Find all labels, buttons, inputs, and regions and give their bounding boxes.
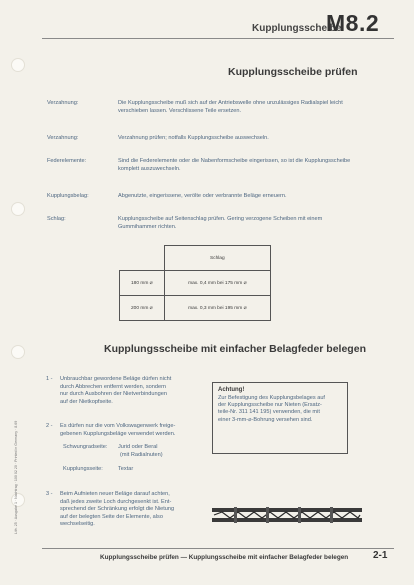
print-note: Lith. 25 · Ausgabe 1 · Nachtrag · 100 02 20 · Printed in Germany · 8.69: [14, 420, 18, 534]
page-number: 2-1: [373, 550, 388, 561]
row-label: Federelemente:: [47, 158, 87, 164]
item-number: 2 -: [46, 423, 53, 429]
lining-label: Schwungradseite:: [63, 444, 108, 450]
text-line: durch Abbrechen entfernt werden, sondern: [60, 383, 167, 390]
rivet-illustration: [212, 505, 362, 525]
notice-box: [212, 382, 348, 454]
section-title-belegen: Kupplungsscheibe mit einfacher Belagfeder belegen: [104, 343, 366, 355]
table-cell-value: max. 0,4 mm bei 175 mm ⌀: [164, 271, 270, 296]
table-row: [120, 296, 271, 321]
text-line: Beim Aufnieten neuer Beläge darauf achten,: [60, 491, 170, 497]
header-code: M8.2: [326, 10, 380, 36]
binder-hole: [11, 345, 25, 359]
item-3-text: [60, 491, 210, 529]
notice-text: [218, 395, 342, 424]
header-rule: [42, 38, 394, 39]
text-line: Es dürfen nur die vom Volkswagenwerk freige-: [60, 423, 176, 429]
table-corner: [120, 246, 165, 271]
lining-value: Textar: [118, 466, 134, 472]
text-line: teile-Nr. 311 141 195) verwenden, die mit: [218, 409, 320, 416]
text-line: einer 3-mm-⌀-Bohrung versehen sind.: [218, 416, 313, 423]
lining-note: (mit Radialnuten): [120, 452, 163, 458]
text-line: nur durch Ausbohren der Nietverbindungen: [60, 391, 167, 398]
row-label: Kupplungsbelag:: [47, 193, 89, 199]
footer-text: Kupplungsscheibe prüfen — Kupplungsscheibe mit einfacher Belagfeder belegen: [100, 554, 349, 561]
text-line: Unbrauchbar gewordene Beläge dürfen nicht: [60, 376, 172, 382]
row-label: Schlag:: [47, 216, 66, 222]
table-cell-value: max. 0,3 mm bei 195 mm ⌀: [164, 296, 270, 321]
text-line: auf der Nietkopfseite.: [60, 398, 113, 405]
row-text: Sind die Federelemente oder die Nabenformscheibe eingerissen, so ist die Kupplungsscheibe komplett auszuwechseln.: [118, 158, 351, 172]
runout-table: [119, 245, 271, 321]
table-row: [120, 271, 271, 296]
binder-hole: [11, 202, 25, 216]
row-label: Verzahnung:: [47, 100, 79, 106]
text-line: der Kupplungsscheibe nur Nieten (Ersatz-: [218, 402, 322, 409]
binder-hole: [11, 58, 25, 72]
text-line: wechselseitig.: [60, 521, 95, 528]
section-title-pruefen: Kupplungsscheibe prüfen: [228, 66, 358, 78]
lining-value: Jurid oder Beral: [118, 444, 158, 450]
header-title: Kupplungsscheibe: [252, 23, 342, 34]
text-line: auf der belegten Seite der Elemente, also: [60, 513, 163, 520]
row-label: Verzahnung:: [47, 135, 79, 141]
text-line: Zur Befestigung des Kupplungsbelages auf: [218, 395, 325, 401]
row-text: Die Kupplungsscheibe muß sich auf der Antriebswelle ohne unzulässiges Radialspiel leicht verschieben lassen. Verschlissene Teile ersetzen.: [118, 100, 343, 114]
text-line: daß jedes zweite Loch durchgesenkt ist. Ent-: [60, 498, 172, 505]
row-text: Abgenutzte, eingerissene, verölte oder verbrannte Beläge erneuern.: [118, 193, 287, 199]
notice-title: Achtung!: [218, 387, 245, 393]
item-1-text: [60, 376, 210, 406]
text-line: sprechend der Schränkung erfolgt die Nietung: [60, 506, 175, 513]
item-2-text: [60, 423, 210, 438]
row-text: Kupplungsscheibe auf Seitenschlag prüfen. Gering verzogene Scheiben mit einem Gummihammer richten.: [118, 216, 323, 230]
table-cell-size: 180 mm ⌀: [120, 271, 165, 296]
lining-label: Kupplungsseite:: [63, 466, 103, 472]
footer-rule: [42, 548, 394, 549]
text-line: gebenen Kupplungsbeläge verwendet werden.: [60, 430, 176, 437]
item-number: 1 -: [46, 376, 53, 382]
row-text: Verzahnung prüfen; notfalls Kupplungsscheibe auswechseln.: [118, 135, 269, 141]
item-number: 3 -: [46, 491, 53, 497]
table-cell-size: 200 mm ⌀: [120, 296, 165, 321]
table-header: Schlag: [164, 246, 270, 271]
